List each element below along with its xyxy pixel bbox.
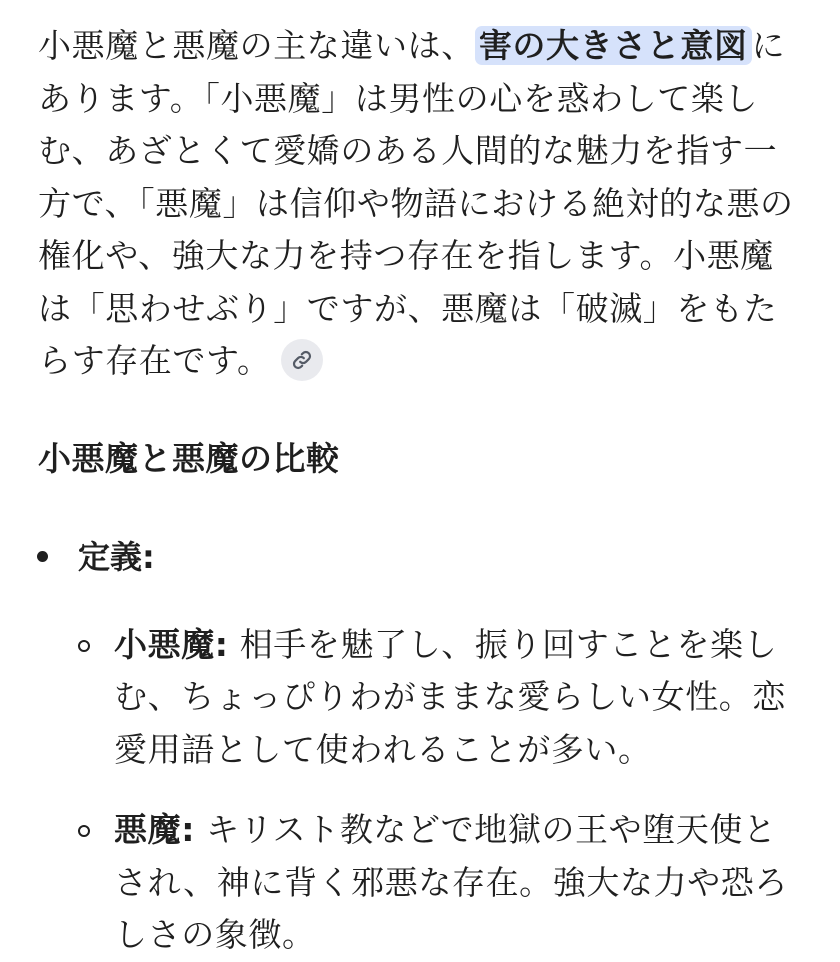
intro-paragraph [38, 20, 802, 388]
sub-item-akuma [78, 804, 802, 962]
bullet-circle [78, 640, 90, 652]
highlighted-phrase[interactable]: 害の大きさと意図 [475, 26, 752, 65]
intro-text-after: にあります。「小悪魔」は男性の心を惑わして楽しむ、あざとくて愛嬌のある人間的な魅力を指す一方で、「悪魔」は信仰や物語における絶対的な悪の権化や、強大な力を持つ存在を指します。小悪魔は「思わせぶり」ですが、悪魔は「破滅」をもたらす存在です。 [38, 26, 794, 380]
section-heading: 小悪魔と悪魔の比較 [38, 438, 340, 478]
definition-label: 定義: [78, 537, 155, 576]
sub-item-koakuma [78, 619, 802, 777]
source-link-button[interactable] [281, 339, 323, 381]
bullet-circle [78, 825, 90, 837]
desc-koakuma: 相手を魅了し、振り回すことを楽しむ、ちょっぴりわがままな愛らしい女性。恋愛用語として使われることが多い。 [114, 624, 786, 769]
list-item-definition [38, 531, 802, 962]
definition-sublist [78, 619, 802, 962]
link-icon [291, 349, 313, 371]
desc-akuma: キリスト教などで地獄の王や堕天使とされ、神に背く邪悪な存在。強大な力や恐ろしさの象徴。 [114, 810, 788, 954]
intro-text-before: 小悪魔と悪魔の主な違いは、 [38, 26, 475, 65]
bullet-disc [37, 551, 48, 562]
comparison-list [38, 531, 802, 962]
term-koakuma: 小悪魔: [114, 624, 229, 664]
term-akuma: 悪魔: [114, 810, 195, 849]
